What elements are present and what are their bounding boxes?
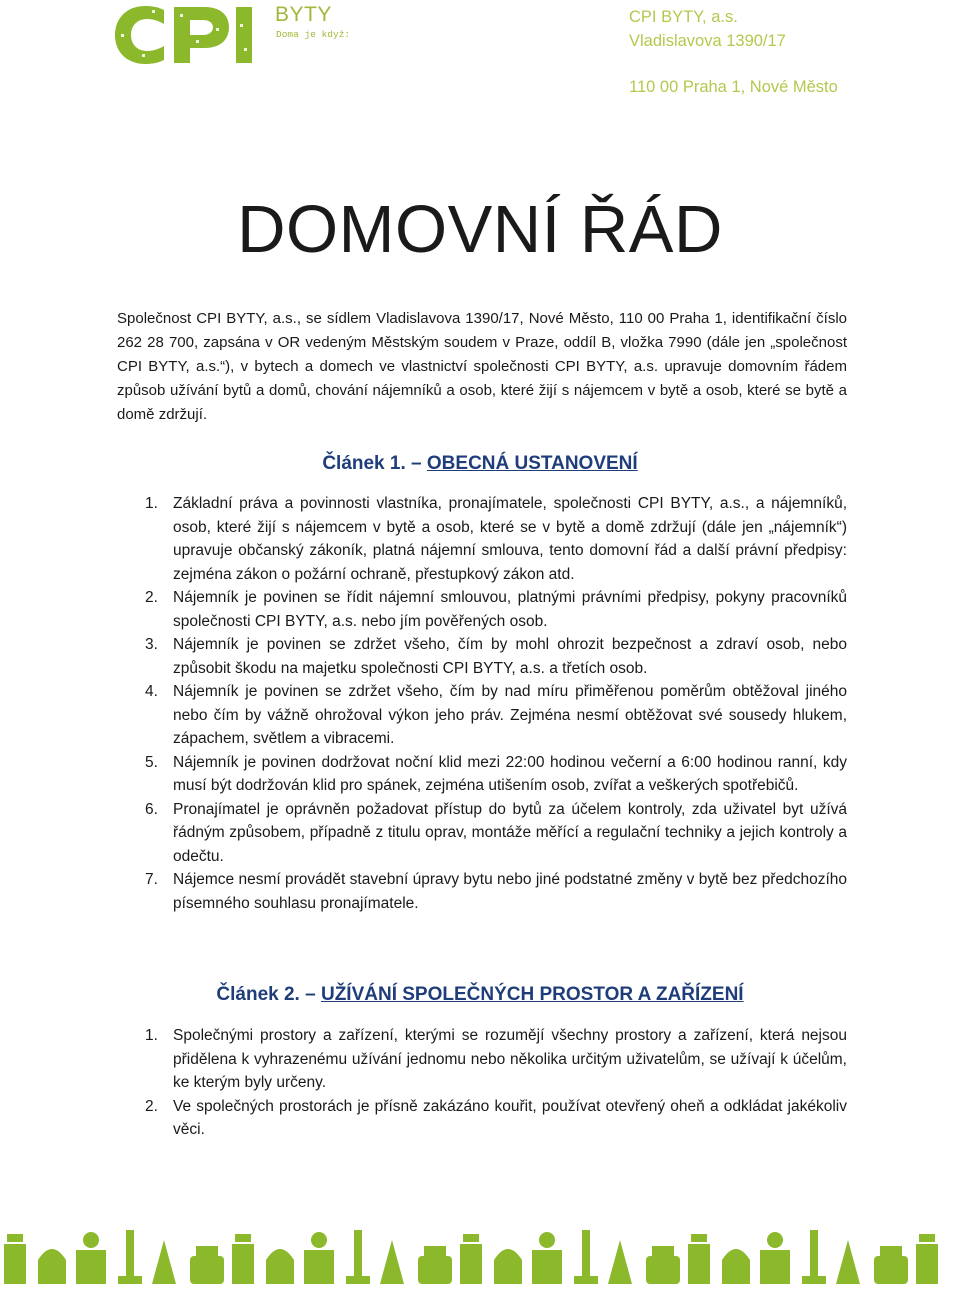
item-text: Společnými prostory a zařízení, kterými se rozumějí všechny prostory a zařízení, která nejsou přidělena k vyhrazenému užívání jednomu nebo několika určitým uživatelům, se užívají k účelům, ke kterým byly určeny. — [173, 1027, 847, 1091]
item-number: 7. — [145, 871, 158, 888]
article-1-name: OBECNÁ USTANOVENÍ — [426, 453, 638, 474]
item-number: 1. — [145, 1027, 158, 1044]
article-2-heading — [0, 983, 960, 1007]
article-1-list — [117, 492, 847, 915]
item-text: Nájemce nesmí provádět stavební úpravy bytu nebo jiné podstatné změny v bytě bez předchozího písemného souhlasu pronajímatele. — [173, 871, 847, 912]
item-text: Základní práva a povinnosti vlastníka, pronajímatele, společnosti CPI BYTY, a.s., a nájemníků, osob, které žijí s nájemcem v bytě a osob, které se v bytě a domě zdržují (dále jen „nájemník“) upravuje občanský zákoník, platná nájemní smlouva, tento domovní řád a další právní předpisy: zejména zákon o požární ochraně, přestupkový zákon atd. — [173, 495, 847, 583]
list-item — [117, 586, 847, 633]
article-1-number: Článek 1. — [322, 453, 406, 474]
item-number: 1. — [145, 495, 158, 512]
cpi-logo-mark — [112, 4, 270, 66]
list-item — [117, 868, 847, 915]
item-text: Nájemník je povinen se zdržet všeho, čím by mohl ohrozit bezpečnost a zdraví osob, nebo způsobit škodu na majetku společnosti CPI BYTY, a.s. a třetích osob. — [173, 636, 847, 677]
document-title: DOMOVNÍ ŘÁD — [237, 192, 723, 267]
article-1-separator: – — [411, 453, 422, 474]
article-2-name: UŽÍVÁNÍ SPOLEČNÝCH PROSTOR A ZAŘÍZENÍ — [320, 984, 744, 1005]
item-text: Pronajímatel je oprávněn požadovat přístup do bytů za účelem kontroly, zda uživatel byt užívá řádným způsobem, případně z titulu oprav, montáže měřící a regulační techniky a jejich kontroly a odečtu. — [173, 800, 847, 865]
item-number: 2. — [145, 589, 158, 606]
household-items-pattern-icon — [0, 1220, 960, 1291]
article-1-heading — [0, 452, 960, 476]
item-text: Nájemník je povinen se zdržet všeho, čím by nad míru přiměřenou poměrům obtěžoval jiného nebo čím by vážně ohrožoval výkon jeho práv. Zejména nesmí obtěžovat své sousedy hlukem, zápachem, světlem a vibracemi. — [173, 683, 847, 747]
item-text: Nájemník je povinen dodržovat noční klid mezi 22:00 hodinou večerní a 6:00 hodinou ranní, kdy musí být dodržován klid pro spánek, zejména utišením osob, zvířat a veškerých spotřebičů. — [173, 753, 847, 794]
intro-paragraph: Společnost CPI BYTY, a.s., se sídlem Vladislavova 1390/17, Nové Město, 110 00 Praha 1, identifikační číslo 262 28 700, zapsána v OR vedeným Městským soudem v Praze, oddíl B, vložka 7990 (dále jen „společnost CPI BYTY, a.s.“), v bytech a domech ve vlastnictví společnosti CPI BYTY, a.s. upravuje domovním řádem způsob užívání bytů a domů, chování nájemníků a osob, které žijí s nájemcem v bytě a osob, které se bytě a domě zdržují. — [117, 310, 847, 423]
address-street: Vladislavova 1390/17 — [629, 32, 786, 50]
item-number: 4. — [145, 683, 158, 700]
item-number: 3. — [145, 636, 158, 653]
list-item — [117, 1024, 847, 1095]
article-2-list — [117, 1024, 847, 1142]
item-number: 5. — [145, 753, 158, 771]
address-company: CPI BYTY, a.s. — [629, 8, 738, 26]
list-item — [117, 751, 847, 798]
logo-brand-text: BYTY — [275, 3, 332, 26]
address-city: 110 00 Praha 1, Nové Město — [629, 78, 838, 96]
list-item — [117, 633, 847, 680]
company-logo — [112, 4, 352, 66]
list-item — [117, 798, 847, 869]
item-text: Ve společných prostorách je přísně zakázáno kouřit, používat otevřený oheň a odkládat jakékoliv věci. — [173, 1097, 847, 1138]
item-number: 2. — [145, 1097, 158, 1115]
list-item — [117, 680, 847, 751]
list-item — [117, 492, 847, 586]
article-2-number: Článek 2. — [216, 984, 300, 1005]
company-address — [629, 5, 838, 99]
item-number: 6. — [145, 800, 158, 818]
item-text: Nájemník je povinen se řídit nájemní smlouvou, platnými právními předpisy, pokyny pracovníků společnosti CPI BYTY, a.s. nebo jím pověřených osob. — [173, 589, 847, 630]
list-item — [117, 1095, 847, 1142]
article-2-separator: – — [305, 984, 316, 1005]
logo-tagline: Doma je když: — [276, 29, 351, 40]
